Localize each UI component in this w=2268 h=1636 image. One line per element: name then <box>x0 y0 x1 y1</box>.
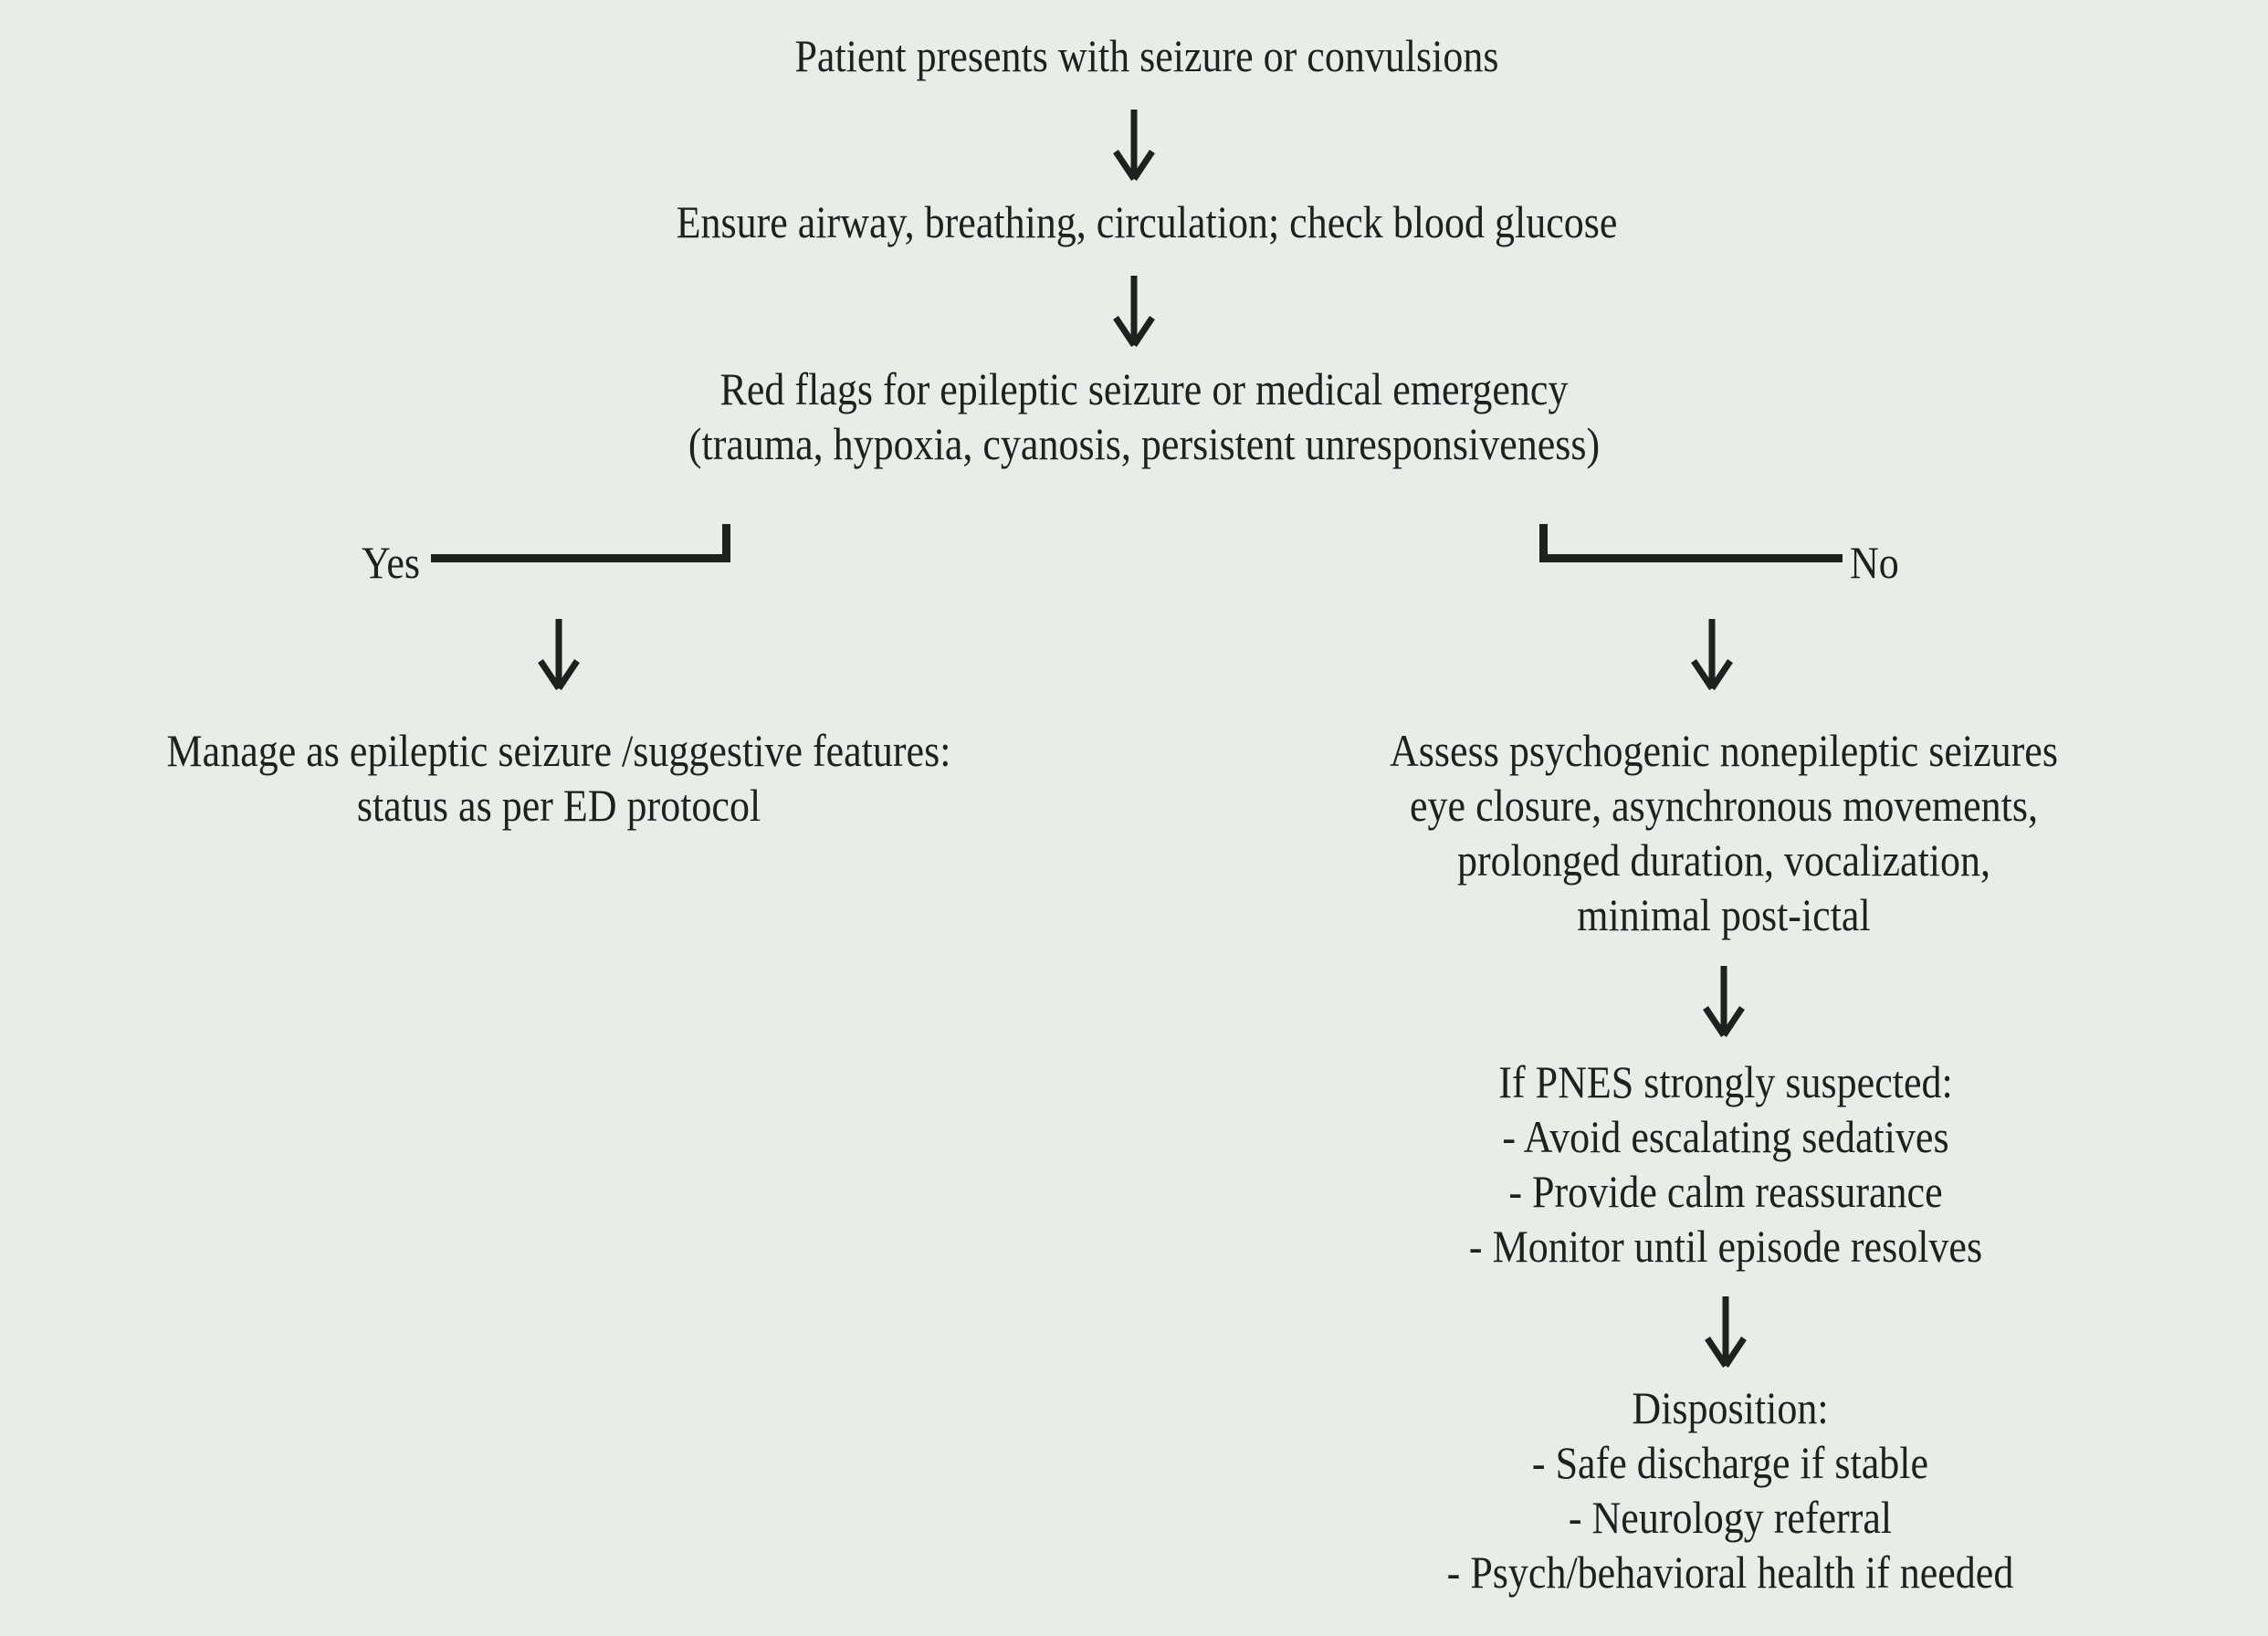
yes-branch-stub <box>722 524 730 562</box>
node-line: prolonged duration, vocalization, <box>1456 834 1991 886</box>
node-red-flags <box>688 362 1600 471</box>
node-pnes <box>1469 1054 1982 1274</box>
flow-arrow-down-icon <box>1112 108 1156 183</box>
node-line: Ensure airway, breathing, circulation; check blood glucose <box>676 196 1618 247</box>
flow-arrow-down-icon <box>1112 274 1156 349</box>
flow-arrow-down-icon <box>1702 964 1746 1039</box>
node-line: Red flags for epileptic seizure or medical emergency <box>719 363 1569 414</box>
node-assess <box>1390 723 2058 942</box>
node-line: Disposition: <box>1632 1382 1829 1433</box>
node-line: - Safe discharge if stable <box>1531 1437 1929 1488</box>
node-line: Manage as epileptic seizure /suggestive features: <box>166 725 951 776</box>
node-line: eye closure, asynchronous movements, <box>1410 780 2038 831</box>
no-branch-line <box>1539 554 1843 562</box>
node-line: - Provide calm reassurance <box>1508 1166 1943 1217</box>
node-start <box>794 28 1498 83</box>
node-abc <box>677 194 1618 249</box>
node-line: minimal post-ictal <box>1577 889 1871 940</box>
node-line: Patient presents with seizure or convulsions <box>794 30 1499 81</box>
node-disposition <box>1447 1380 2014 1599</box>
branch-label-yes: Yes <box>362 537 421 588</box>
flow-arrow-down-icon <box>1690 617 1734 692</box>
branch-label-no: No <box>1850 537 1899 588</box>
node-line: Assess psychogenic nonepileptic seizures <box>1390 725 2058 776</box>
flow-arrow-down-icon <box>537 617 581 692</box>
node-line: If PNES strongly suspected: <box>1498 1056 1953 1107</box>
node-manage <box>167 723 951 833</box>
node-line: (trauma, hypoxia, cyanosis, persistent unresponsiveness) <box>688 418 1601 469</box>
node-line: status as per ED protocol <box>356 780 761 831</box>
flow-arrow-down-icon <box>1704 1295 1748 1369</box>
node-line: - Monitor until episode resolves <box>1468 1221 1983 1272</box>
node-line: - Avoid escalating sedatives <box>1502 1111 1949 1162</box>
node-line: - Psych/behavioral health if needed <box>1446 1547 2014 1598</box>
yes-branch-line <box>431 554 730 562</box>
node-line: - Neurology referral <box>1568 1492 1893 1543</box>
